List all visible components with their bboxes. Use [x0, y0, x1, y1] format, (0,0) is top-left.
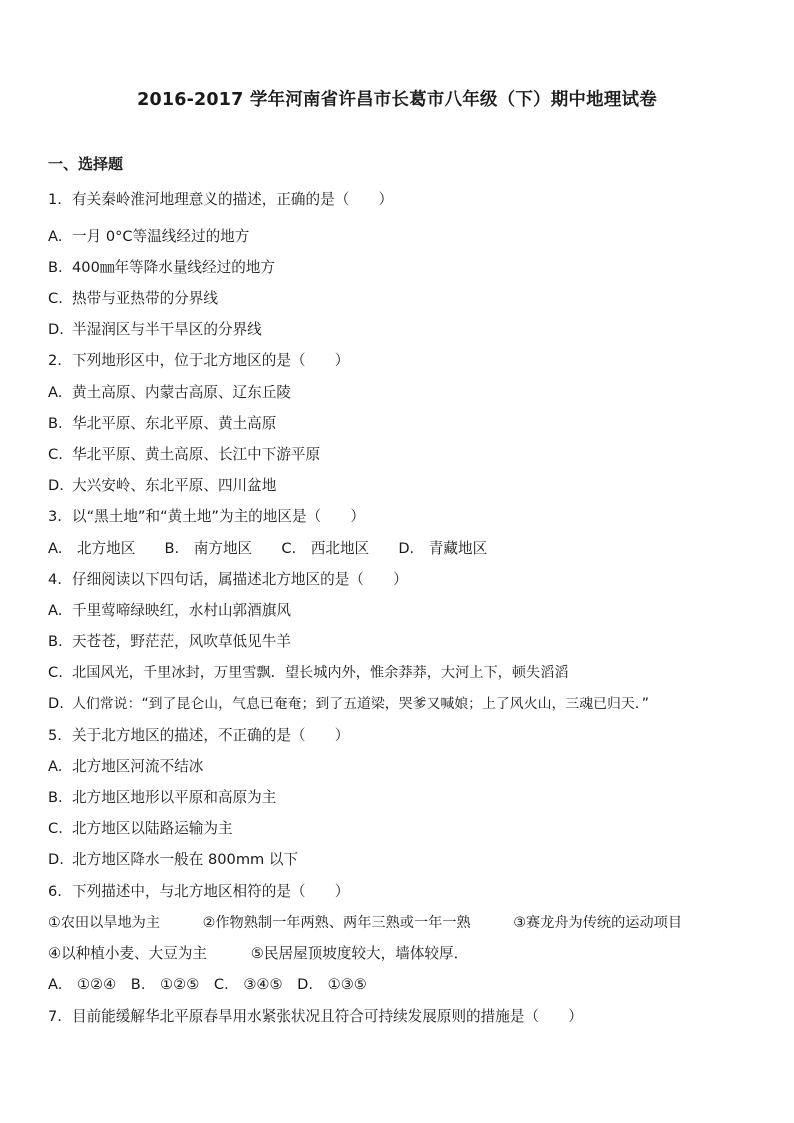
option-text: 北国风光，千里冰封，万里雪飘．望长城内外，惟余莽莽，大河上下，顿失滔滔: [72, 665, 569, 681]
question-text: 有关秦岭淮河地理意义的描述，正确的是（ ）: [72, 191, 394, 208]
statements-line-1: ①农田以旱地为主 ②作物熟制一年两熟、两年三熟或一年一熟 ③赛龙舟为传统的运动项目: [48, 915, 683, 931]
page-title: 2016-2017 学年河南省许昌市长葛市八年级（下）期中地理试卷: [137, 90, 657, 110]
option-d: [48, 476, 276, 496]
option-letter: D.: [48, 695, 64, 712]
option-letter: B.: [48, 259, 63, 276]
option-letter: B.: [48, 415, 63, 432]
option-b: [48, 258, 275, 278]
option-letter: B.: [48, 633, 63, 650]
option-text: 一月 0°C等温线经过的地方: [72, 228, 250, 245]
question-4: [48, 570, 408, 590]
option-text: 400㎜年等降水量线经过的地方: [72, 259, 275, 276]
option-text: 北方地区降水一般在 800mm 以下: [72, 851, 299, 868]
option-letter: C.: [48, 820, 63, 837]
option-letter: A.: [48, 228, 63, 245]
inline-options: A. 北方地区 B. 南方地区 C. 西北地区 D. 青藏地区: [48, 540, 488, 557]
option-a: [48, 383, 291, 403]
question-3: [48, 507, 365, 527]
question-text: 关于北方地区的描述，不正确的是（ ）: [72, 727, 350, 744]
option-text: 人们常说：“到了昆仑山，气息已奄奄；到了五道梁，哭爹又喊娘；上了风火山，三魂已归天．”: [72, 696, 649, 712]
option-d: [48, 694, 649, 714]
section-heading: 一、选择题: [48, 155, 124, 173]
question-number: 2.: [48, 352, 62, 369]
option-letter: D.: [48, 477, 64, 494]
question-number: 3.: [48, 508, 62, 525]
option-b: [48, 414, 276, 434]
question-number: 6.: [48, 883, 62, 900]
option-b: [48, 632, 291, 652]
option-c: [48, 819, 233, 839]
option-text: 华北平原、东北平原、黄土高原: [72, 415, 277, 432]
statements-line-2: ④以种植小麦、大豆为主 ⑤民居屋顶坡度较大，墙体较厚．: [48, 945, 469, 962]
option-c: [48, 445, 320, 465]
question-5: [48, 726, 349, 746]
option-text: 北方地区地形以平原和高原为主: [72, 789, 277, 806]
question-text: 下列描述中，与北方地区相符的是（ ）: [72, 883, 350, 900]
option-a: [48, 227, 249, 247]
option-text: 北方地区河流不结冰: [72, 758, 204, 775]
option-text: 黄土高原、内蒙古高原、辽东丘陵: [72, 384, 291, 401]
question-7: [48, 1007, 583, 1027]
inline-options: A. ①②④ B. ①②⑤ C. ③④⑤ D. ①③⑤: [48, 976, 367, 993]
option-letter: C.: [48, 446, 63, 463]
question-text: 目前能缓解华北平原春旱用水紧张状况且符合可持续发展原则的措施是（ ）: [72, 1008, 583, 1025]
question-text: 以“黑土地”和“黄土地”为主的地区是（ ）: [72, 508, 365, 525]
option-letter: A.: [48, 602, 63, 619]
option-letter: C.: [48, 664, 63, 681]
question-6: [48, 882, 349, 902]
option-letter: D.: [48, 321, 64, 338]
question-number: 1.: [48, 191, 62, 208]
question-number: 4.: [48, 571, 62, 588]
question-2: [48, 351, 349, 371]
option-c: [48, 289, 218, 309]
option-letter: C.: [48, 290, 63, 307]
question-number: 7.: [48, 1008, 62, 1025]
option-text: 大兴安岭、东北平原、四川盆地: [72, 477, 277, 494]
option-letter: B.: [48, 789, 63, 806]
option-text: 半湿润区与半干旱区的分界线: [72, 321, 262, 338]
option-text: 华北平原、黄土高原、长江中下游平原: [72, 446, 321, 463]
option-d: [48, 320, 262, 340]
question-text: 下列地形区中，位于北方地区的是（ ）: [72, 352, 350, 369]
question-1: [48, 190, 393, 210]
option-b: [48, 788, 276, 808]
option-letter: A.: [48, 758, 63, 775]
option-text: 热带与亚热带的分界线: [72, 290, 218, 307]
option-letter: D.: [48, 851, 64, 868]
option-a: [48, 757, 203, 777]
option-text: 千里莺啼绿映红，水村山郭酒旗风: [72, 602, 291, 619]
option-text: 北方地区以陆路运输为主: [72, 820, 233, 837]
option-d: [48, 850, 298, 870]
question-number: 5.: [48, 727, 62, 744]
option-a: [48, 601, 291, 621]
option-c: [48, 663, 569, 683]
option-text: 天苍苍，野茫茫，风吹草低见牛羊: [72, 633, 291, 650]
question-text: 仔细阅读以下四句话，属描述北方地区的是（ ）: [72, 571, 408, 588]
option-letter: A.: [48, 384, 63, 401]
